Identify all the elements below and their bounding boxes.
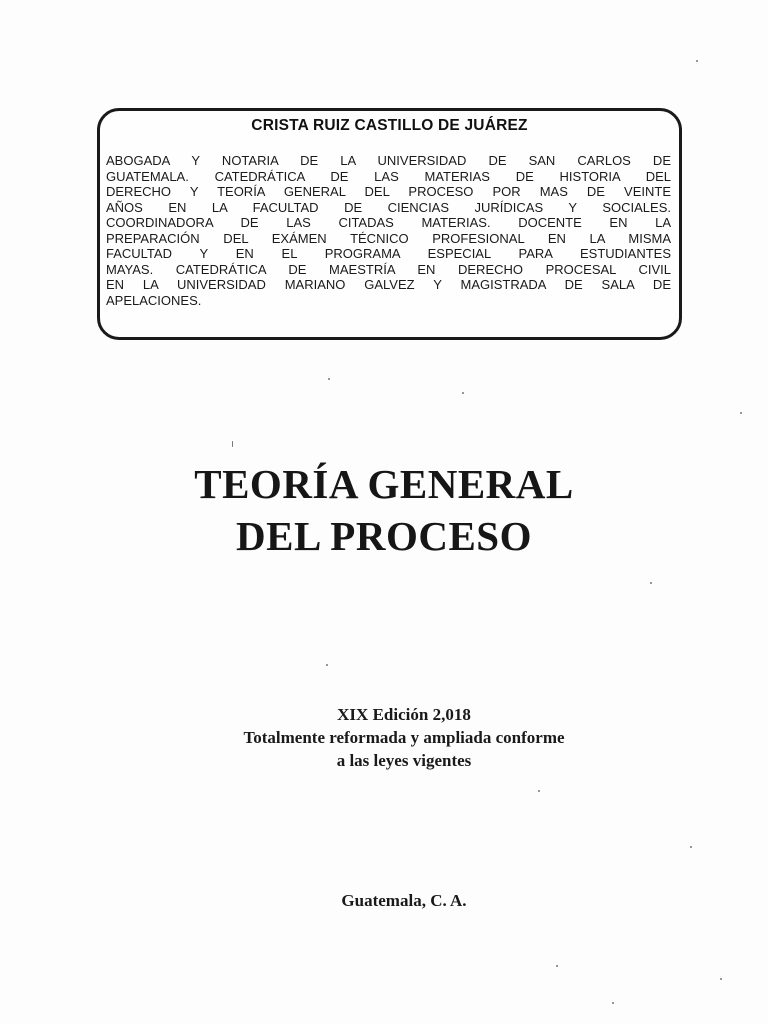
bio-line: COORDINADORA DE LAS CITADAS MATERIAS. DOCENTE EN LA	[106, 215, 671, 230]
bio-line: GUATEMALA. CATEDRÁTICA DE LAS MATERIAS DE HISTORIA DEL	[106, 168, 671, 184]
book-title-line: DEL PROCESO	[236, 513, 532, 559]
bio-line: PREPARACIÓN DEL EXÁMEN TÉCNICO PROFESIONAL EN LA MISMA	[106, 230, 671, 246]
scan-speck	[690, 846, 692, 848]
scan-speck	[696, 60, 698, 62]
author-name: CRISTA RUIZ CASTILLO DE JUÁREZ	[251, 117, 528, 134]
author-bio	[106, 153, 671, 308]
bio-line: ABOGADA Y NOTARIA DE LA UNIVERSIDAD DE SAN CARLOS DE	[106, 153, 671, 168]
book-title-line: TEORÍA GENERAL	[194, 461, 574, 507]
scan-speck	[538, 790, 540, 792]
bio-line: DERECHO Y TEORÍA GENERAL DEL PROCESO POR MAS DE VEINTE	[106, 184, 671, 199]
scan-speck	[326, 664, 328, 666]
edition-note: a las leyes vigentes	[336, 751, 472, 770]
bio-line: MAYAS. CATEDRÁTICA DE MAESTRÍA EN DERECHO PROCESAL CIVIL	[106, 261, 671, 277]
publication-place: Guatemala, C. A.	[341, 891, 467, 910]
edition-number: XIX Edición 2,018	[337, 705, 471, 724]
scan-speck	[462, 392, 464, 394]
scan-speck	[650, 582, 652, 584]
scan-speck	[232, 441, 233, 447]
bio-line: APELACIONES.	[106, 292, 202, 308]
bio-line: EN LA UNIVERSIDAD MARIANO GALVEZ Y MAGISTRADA DE SALA DE	[106, 277, 671, 292]
edition-info	[0, 703, 768, 772]
bio-line: FACULTAD Y EN EL PROGRAMA ESPECIAL PARA ESTUDIANTES	[106, 246, 671, 261]
edition-note: Totalmente reformada y ampliada conforme	[243, 728, 565, 747]
scan-speck	[556, 965, 558, 967]
scan-speck	[328, 378, 330, 380]
author-box	[97, 108, 682, 340]
bio-line: AÑOS EN LA FACULTAD DE CIENCIAS JURÍDICAS Y SOCIALES.	[106, 199, 671, 215]
scan-speck	[740, 412, 742, 414]
book-title	[0, 458, 768, 562]
scan-speck	[612, 1002, 614, 1004]
scan-speck	[720, 978, 722, 980]
